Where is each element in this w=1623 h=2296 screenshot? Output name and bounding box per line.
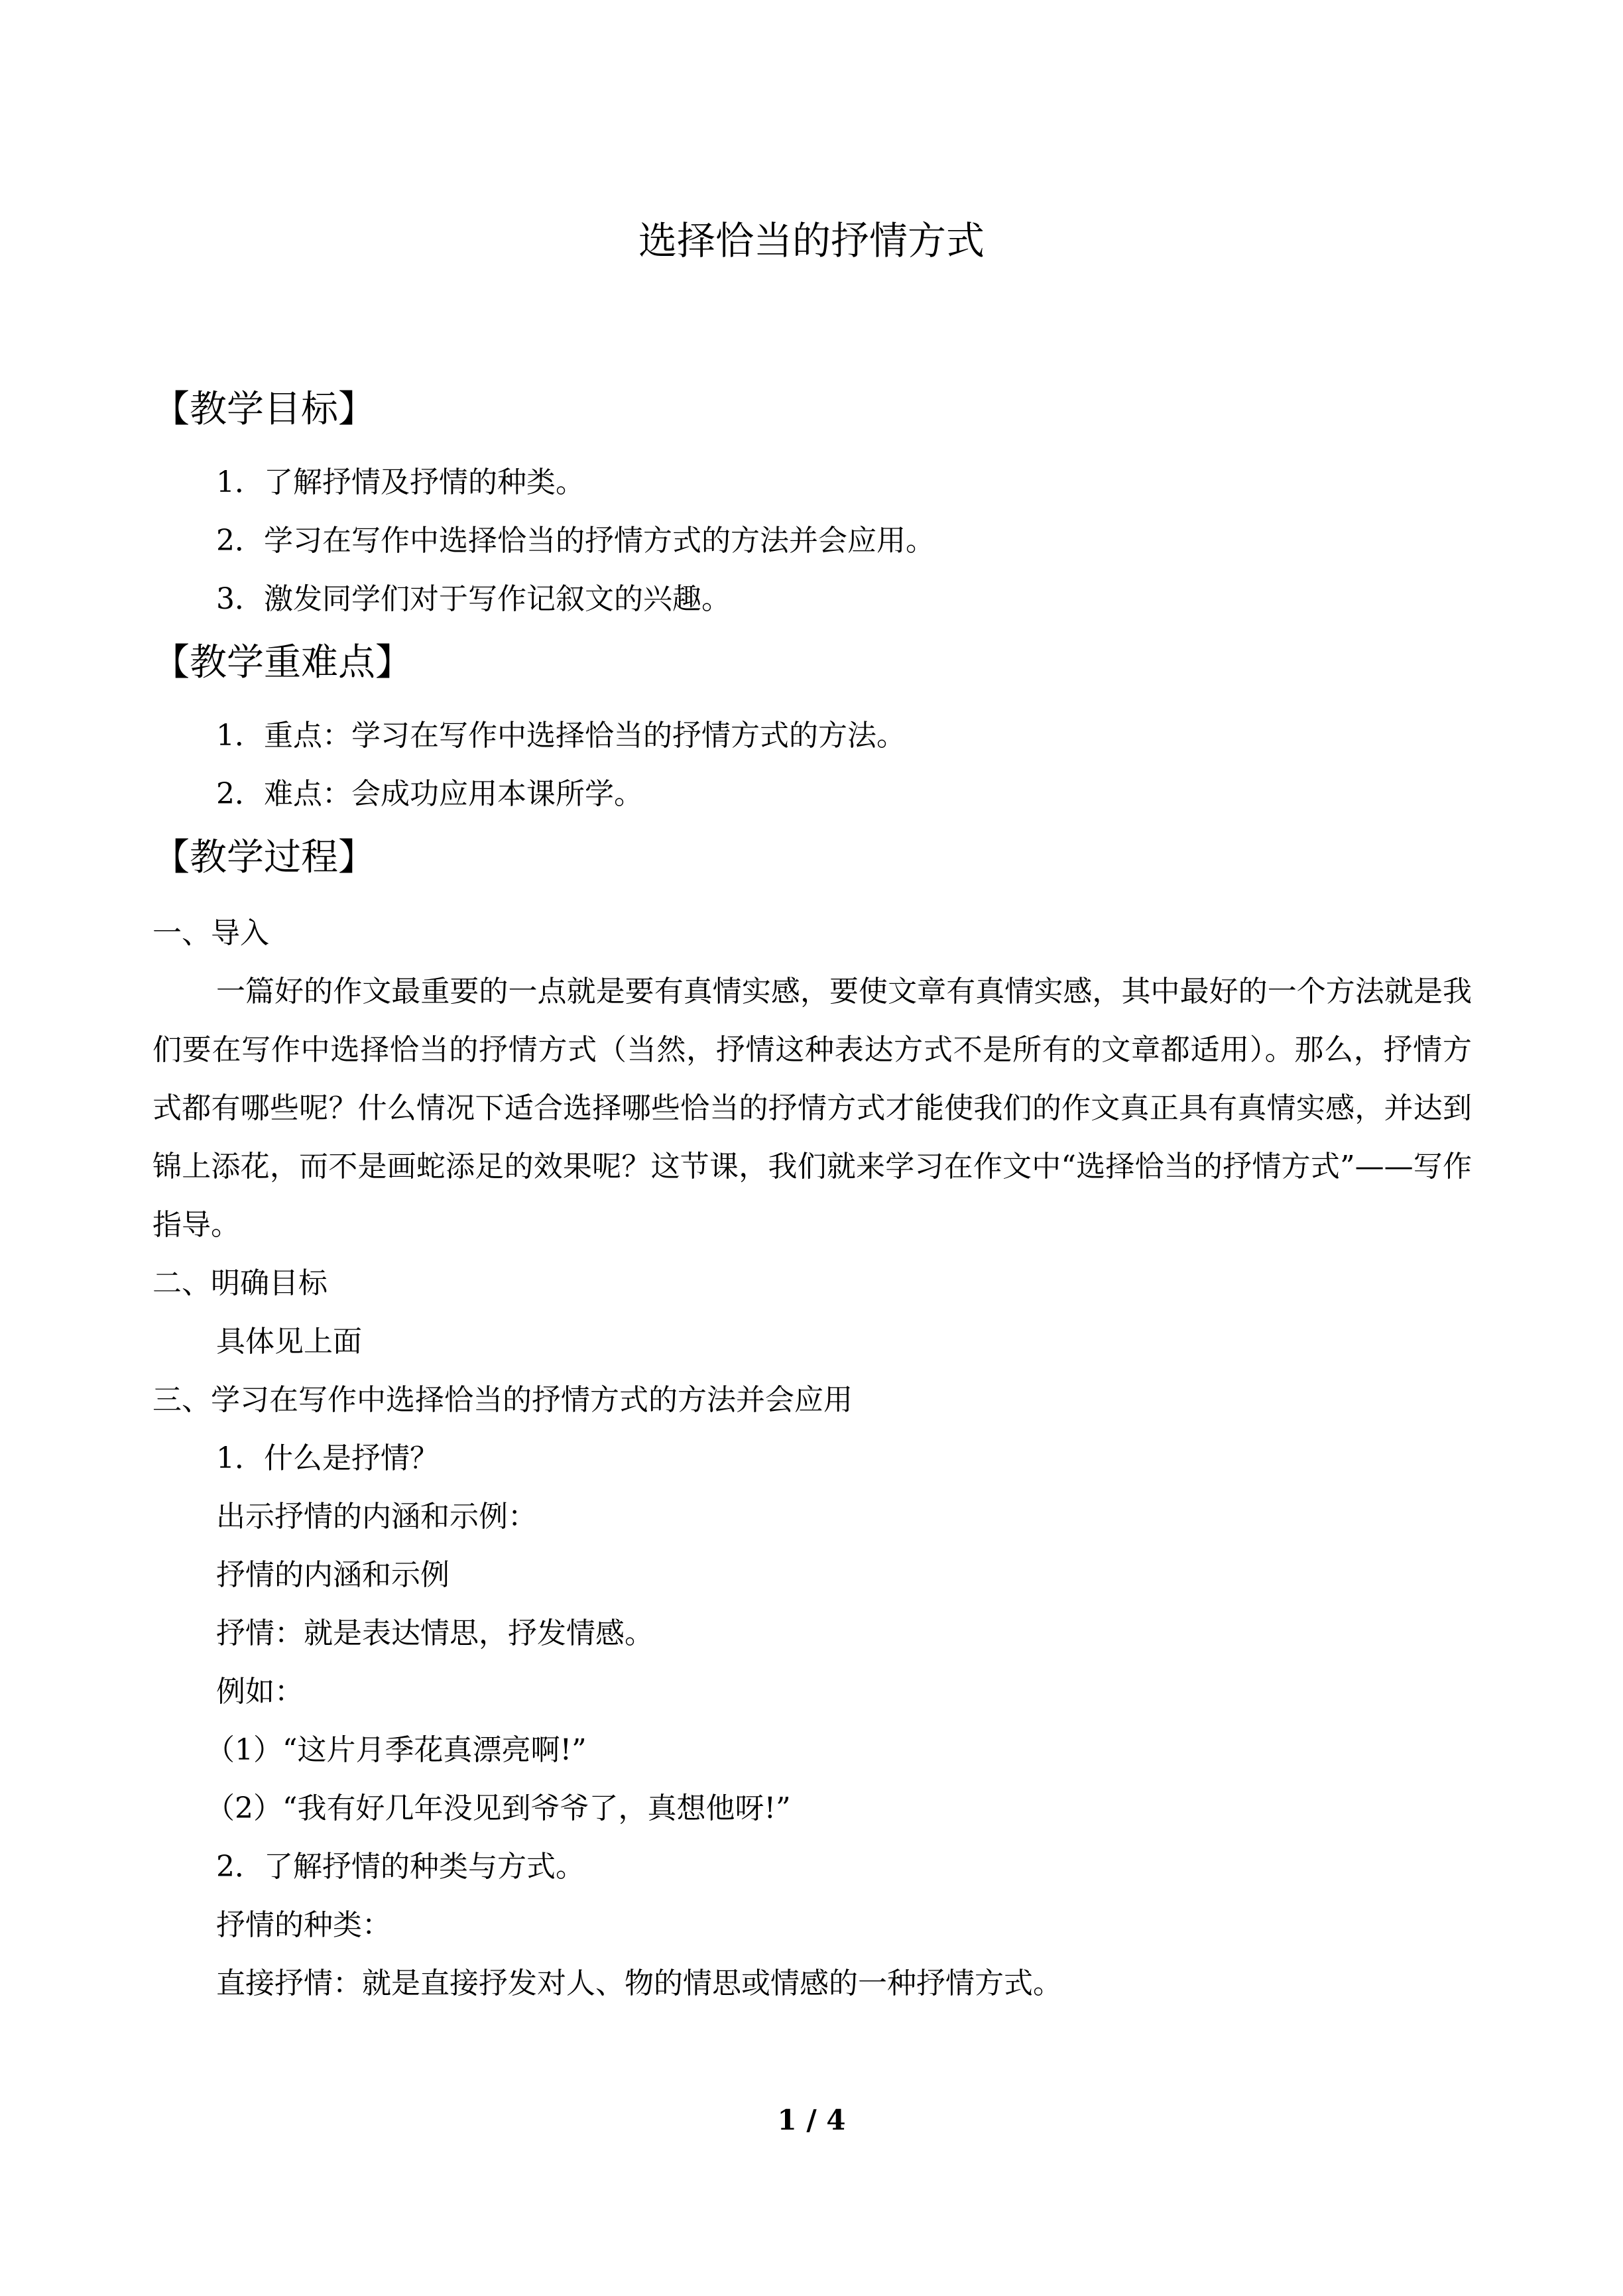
show-intro: 出示抒情的内涵和示例：	[216, 1500, 537, 1534]
objective-item-1: 1．了解抒情及抒情的种类。	[216, 465, 585, 499]
page-number: 1 / 4	[777, 2104, 846, 2136]
direct-lyric: 直接抒情：就是直接抒发对人、物的情思或情感的一种抒情方式。	[216, 1966, 1062, 2000]
part1-title: 一、导入	[152, 916, 269, 950]
definition: 抒情：就是表达情思，抒发情感。	[216, 1616, 654, 1650]
part1-paragraph: 一篇好的作文最重要的一点就是要有真情实感，要使文章有真情实感，其中最好的一个方法就是我们要在写作中选择恰当的抒情方式（当然，抒情这种表达方式不是所有的文章都适用）。那么，抒情方式都有哪些呢？什么情况下适合选择哪些恰当的抒情方式才能使我们的作文真正具有真情实感，并达到锦上添花，而不是画蛇添足的效果呢？这节课，我们就来学习在作文中“选择恰当的抒情方式”——写作指导。	[152, 975, 1472, 1242]
objective-item-3: 3．激发同学们对于写作记叙文的兴趣。	[216, 582, 731, 616]
key-point-item-2: 2．难点：会成功应用本课所学。	[216, 777, 643, 811]
example-1: （1）“这片月季花真漂亮啊!”	[206, 1733, 587, 1767]
key-point-item-1: 1．重点：学习在写作中选择恰当的抒情方式的方法。	[216, 719, 906, 753]
key-points-heading: 【教学重难点】	[152, 641, 412, 684]
objectives-heading: 【教学目标】	[152, 388, 375, 431]
part2-title: 二、明确目标	[152, 1266, 328, 1300]
show-title: 抒情的内涵和示例	[216, 1558, 450, 1592]
types-label: 抒情的种类：	[216, 1908, 391, 1942]
process-heading: 【教学过程】	[152, 836, 375, 879]
step2-title: 2．了解抒情的种类与方式。	[216, 1850, 585, 1884]
part3-title: 三、学习在写作中选择恰当的抒情方式的方法并会应用	[152, 1383, 853, 1417]
step1-title: 1．什么是抒情？	[216, 1441, 439, 1475]
example-2: （2）“我有好几年没见到爷爷了，真想他呀!”	[206, 1791, 791, 1825]
part2-text: 具体见上面	[216, 1325, 362, 1359]
objective-item-2: 2．学习在写作中选择恰当的抒情方式的方法并会应用。	[216, 524, 935, 558]
page-title: 选择恰当的抒情方式	[638, 218, 985, 263]
document-body	[152, 375, 1472, 2013]
example-label: 例如：	[216, 1675, 304, 1709]
